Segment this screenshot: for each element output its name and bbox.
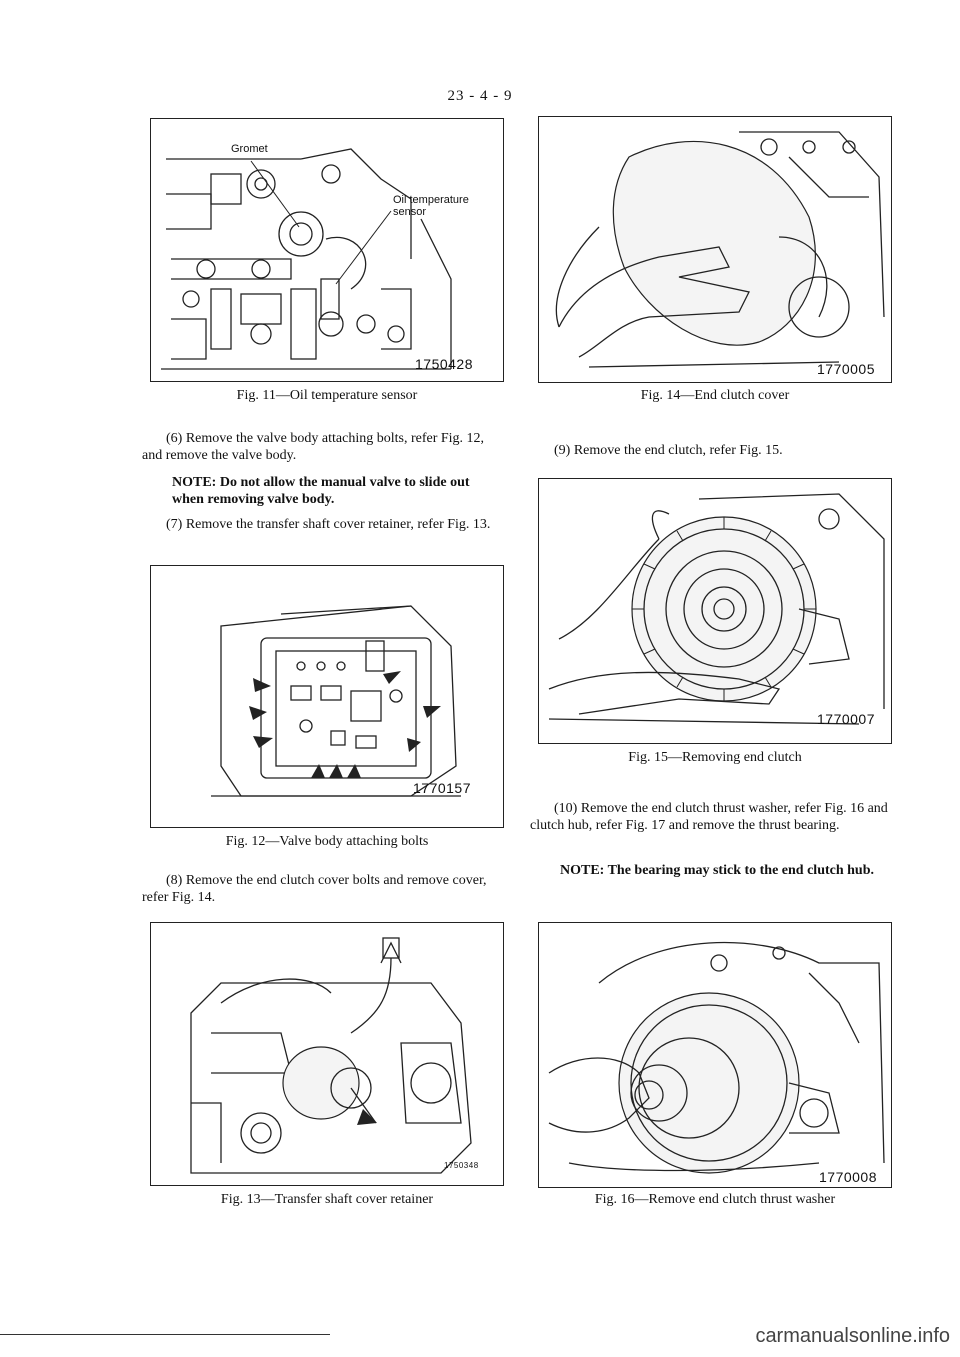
figure-14-end-clutch-cover xyxy=(538,116,892,383)
step-8-text: (8) Remove the end clutch cover bolts and remove cover, refer Fig. 14. xyxy=(142,873,487,905)
figure-16-illustration xyxy=(539,923,892,1188)
figure-14-caption: Fig. 14—End clutch cover xyxy=(640,388,790,403)
footer-rule xyxy=(0,1334,330,1335)
figure-16-caption: Fig. 16—Remove end clutch thrust washer xyxy=(594,1192,836,1207)
figure-16-end-clutch-thrust-washer xyxy=(538,922,892,1188)
figure-12-valve-body-bolts xyxy=(150,565,504,828)
figure-11-code: 1750428 xyxy=(415,356,474,372)
step-6-text: (6) Remove the valve body attaching bolts, refer Fig. 12, and remove the valve body. xyxy=(142,431,485,463)
figure-15-illustration xyxy=(539,479,892,744)
figure-11-caption: Fig. 11—Oil temperature sensor xyxy=(236,388,418,403)
figure-15-caption: Fig. 15—Removing end clutch xyxy=(628,750,802,765)
figure-16-code: 1770008 xyxy=(819,1169,878,1185)
figure-14-illustration xyxy=(539,117,892,383)
figure-14-code: 1770005 xyxy=(817,361,876,377)
page-number: 23 - 4 - 9 xyxy=(447,88,513,104)
figure-13-transfer-shaft-cover xyxy=(150,922,504,1186)
note-bearing-stick: NOTE: The bearing may stick to the end clutch hub. xyxy=(560,863,874,878)
watermark[interactable]: carmanualsonline.info xyxy=(755,1325,950,1347)
figure-12-code: 1770157 xyxy=(413,780,472,796)
figure-13-code: 1750348 xyxy=(444,1161,479,1170)
step-7-text: (7) Remove the transfer shaft cover retainer, refer Fig. 13. xyxy=(166,517,491,532)
label-gromet: Gromet xyxy=(231,143,268,155)
figure-15-code: 1770007 xyxy=(817,711,876,727)
step-10-text: (10) Remove the end clutch thrust washer, refer Fig. 16 and clutch hub, refer Fig. 17 and remove the thrust bearing. xyxy=(530,801,888,833)
figure-13-caption: Fig. 13—Transfer shaft cover retainer xyxy=(220,1192,434,1207)
figure-13-illustration xyxy=(151,923,504,1186)
step-9-text: (9) Remove the end clutch, refer Fig. 15. xyxy=(554,443,783,458)
figure-11-illustration xyxy=(151,119,504,382)
figure-15-removing-end-clutch xyxy=(538,478,892,744)
note-manual-valve: NOTE: Do not allow the manual valve to slide out when removing valve body. xyxy=(172,475,470,507)
label-oil-temperature-sensor: Oil temperature sensor xyxy=(393,194,469,218)
figure-11-oil-temperature-sensor xyxy=(150,118,504,382)
figure-12-caption: Fig. 12—Valve body attaching bolts xyxy=(225,834,429,849)
